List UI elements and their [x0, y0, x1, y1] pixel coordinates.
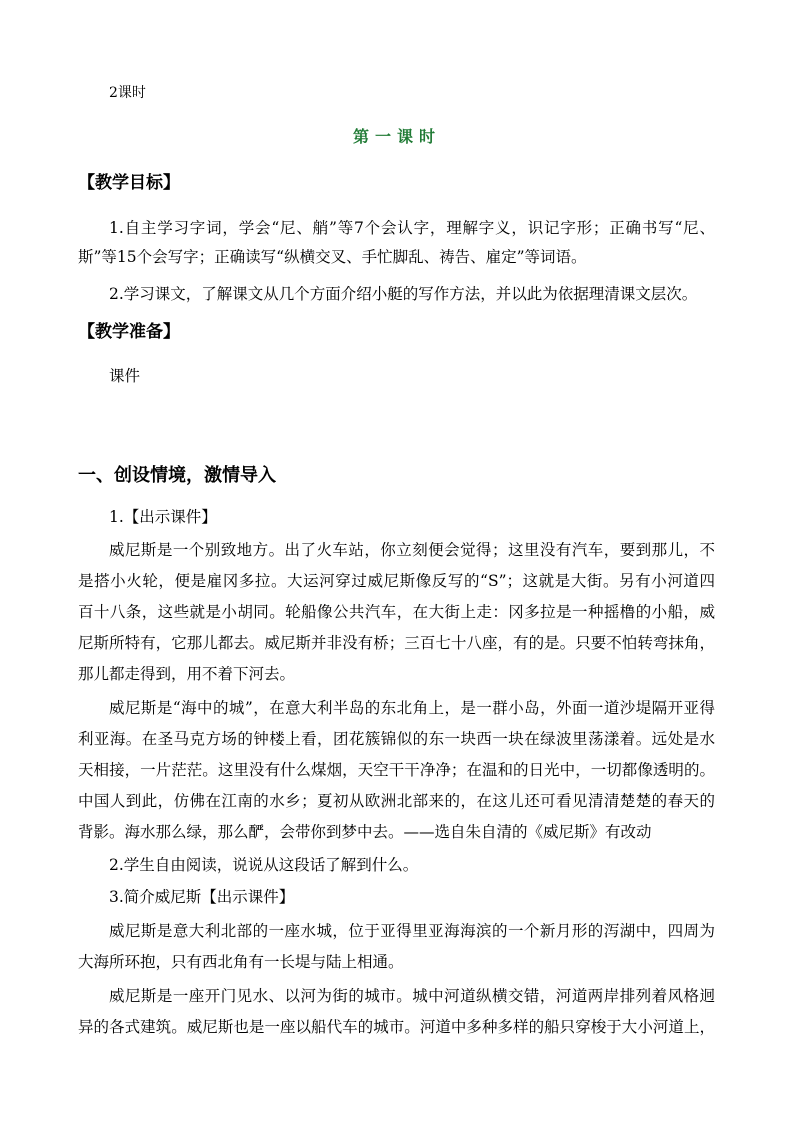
section-1-heading: 一、创设情境，激情导入 [78, 465, 276, 486]
para2-line: 威尼斯是“海中的城”，在意大利半岛的东北角上，是一群小岛，外面一道沙堤隔开亚得 [109, 699, 715, 717]
step-1: 1.【出示课件】 [109, 508, 217, 526]
para2-line: 背影。海水那么绿，那么酽，会带你到梦中去。——选自朱自清的《威尼斯》有改动 [78, 823, 652, 841]
step-3: 3.简介威尼斯【出示课件】 [109, 888, 295, 906]
para2-line: 中国人到此，仿佛在江南的水乡；夏初从欧洲北部来的，在这儿还可看见清清楚楚的春天的 [78, 792, 715, 810]
para1-line: 威尼斯是一个别致地方。出了火车站，你立刻便会觉得；这里没有汽车，要到那儿，不 [109, 541, 715, 559]
para1-line: 是搭小火轮，便是雇冈多拉。大运河穿过威尼斯像反写的“S”；这就是大街。另有小河道四 [78, 572, 715, 590]
preparation-content: 课件 [109, 367, 141, 385]
para2-line: 天相接，一片茫茫。这里没有什么煤烟，天空干干净净；在温和的日光中，一切都像透明的。 [78, 761, 715, 779]
objectives-heading: 【教学目标】 [78, 173, 180, 193]
para1-line: 尼斯所特有，它那儿都去。威尼斯并非没有桥；三百七十八座，有的是。只要不怕转弯抹角， [78, 634, 715, 652]
para4-line: 异的各式建筑。威尼斯也是一座以船代车的城市。河道中多种多样的船只穿梭于大小河道上， [78, 1018, 715, 1036]
para1-line: 百十八条，这些就是小胡同。轮船像公共汽车，在大街上走：冈多拉是一种摇橹的小船，威 [78, 603, 715, 621]
para3-line: 威尼斯是意大利北部的一座水城，位于亚得里亚海海滨的一个新月形的泻湖中，四周为 [109, 922, 715, 940]
objective-1-line-1: 1.自主学习字词，学会“尼、艄”等7个会认字，理解字义，识记字形；正确书写“尼、 [109, 219, 715, 237]
step-2: 2.学生自由阅读，说说从这段话了解到什么。 [109, 856, 419, 874]
preparation-heading: 【教学准备】 [78, 322, 180, 342]
objective-2: 2.学习课文，了解课文从几个方面介绍小艇的写作方法，并以此为依据理清课文层次。 [109, 285, 698, 303]
para1-line: 那儿都走得到，用不着下河去。 [78, 665, 296, 683]
para4-line: 威尼斯是一座开门见水、以河为街的城市。城中河道纵横交错，河道两岸排列着风格迥 [109, 987, 715, 1005]
para3-line: 大海所环抱，只有西北角有一长堤与陆上相通。 [78, 953, 404, 971]
lesson-title: 第一课时 [352, 127, 441, 146]
objective-1-line-2: 斯”等15个会写字；正确读写“纵横交叉、手忙脚乱、祷告、雇定”等词语。 [78, 248, 587, 266]
para2-line: 利亚海。在圣马克方场的钟楼上看，团花簇锦似的东一块西一块在绿波里荡漾着。远处是水 [78, 730, 715, 748]
lesson-count: 2课时 [109, 85, 146, 101]
